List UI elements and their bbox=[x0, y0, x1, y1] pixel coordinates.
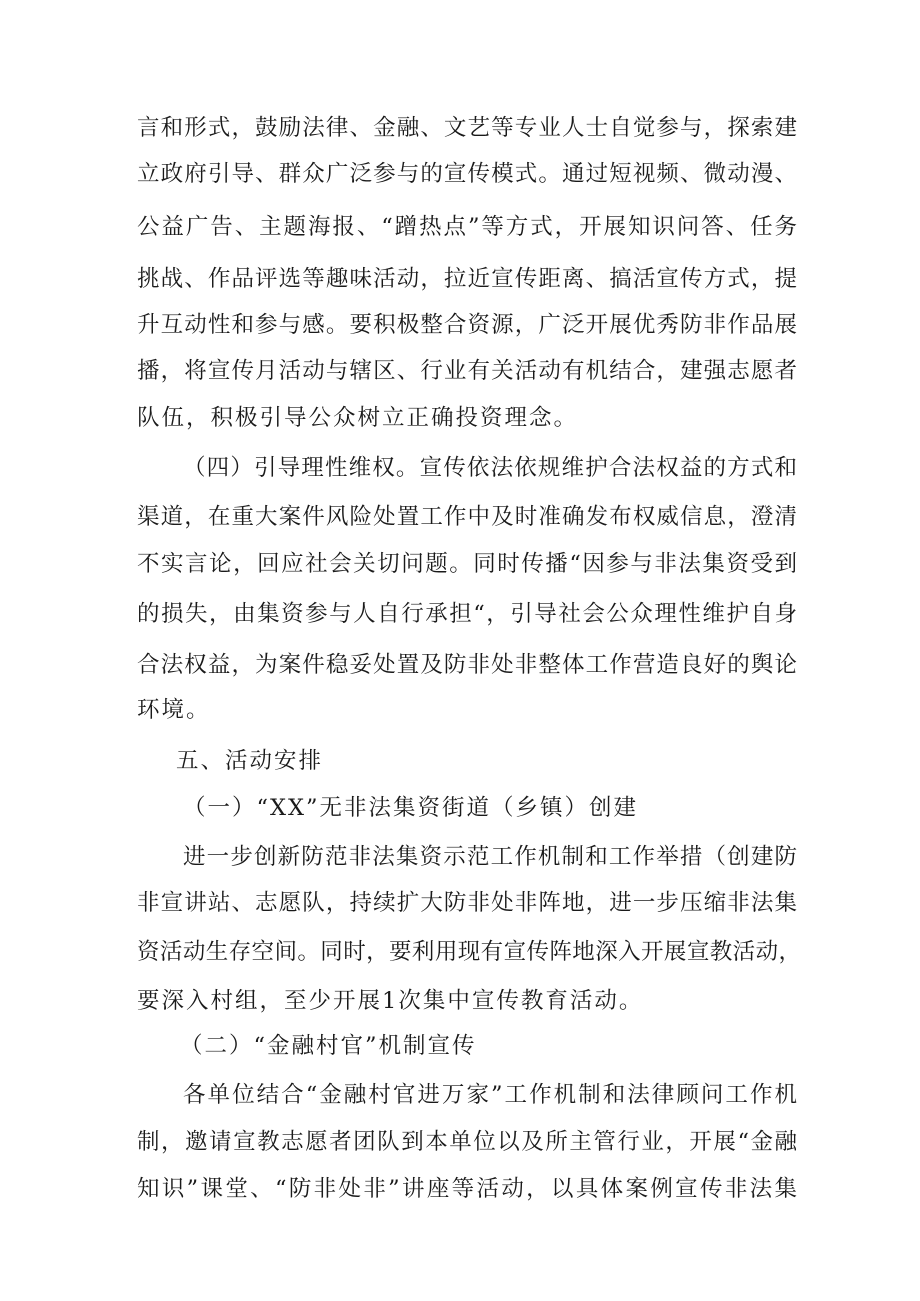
section-heading: 五、活动安排 bbox=[176, 748, 324, 774]
paragraph-2-line-4: 的损失，由集资参与人自行承担“，引导社会公众理性维护自身 bbox=[137, 601, 797, 627]
paragraph-1-line-5: 升互动性和参与感。要积极整合资源，广泛开展优秀防非作品展 bbox=[137, 312, 797, 338]
paragraph-1-line-2: 立政府引导、群众广泛参与的宣传模式。通过短视频、微动漫、 bbox=[137, 161, 797, 187]
paragraph-3-line-1: 进一步创新防范非法集资示范工作机制和工作举措（创建防 bbox=[183, 844, 797, 870]
paragraph-3-line-4: 要深入村组，至少开展1次集中宣传教育活动。 bbox=[137, 988, 644, 1014]
paragraph-1-line-6: 播，将宣传月活动与辖区、行业有关活动有机结合，建强志愿者 bbox=[137, 358, 797, 384]
paragraph-1-line-1: 言和形式，鼓励法律、金融、文艺等专业人士自觉参与，探索建 bbox=[137, 115, 797, 141]
paragraph-4-line-1: 各单位结合“金融村官进万家”工作机制和法律顾问工作机 bbox=[183, 1082, 797, 1108]
subheading-2: （二）“金融村官”机制宣传 bbox=[180, 1033, 477, 1059]
paragraph-3-line-2: 非宣讲站、志愿队，持续扩大防非处非阵地，进一步压缩非法集 bbox=[137, 890, 797, 916]
paragraph-4-line-3: 知识”课堂、“防非处非”讲座等活动，以具体案例宣传非法集 bbox=[137, 1176, 797, 1202]
paragraph-1-line-3: 公益广告、主题海报、“蹭热点”等方式，开展知识问答、任务 bbox=[137, 214, 797, 240]
subheading-1: （一）“XX”无非法集资街道（乡镇）创建 bbox=[183, 795, 639, 821]
paragraph-3-line-3: 资活动生存空间。同时，要利用现有宣传阵地深入开展宣教活动， bbox=[137, 939, 801, 965]
paragraph-4-line-2: 制，邀请宣教志愿者团队到本单位以及所主管行业，开展“金融 bbox=[137, 1129, 797, 1155]
paragraph-2-line-5: 合法权益，为案件稳妥处置及防非处非整体工作营造良好的舆论 bbox=[137, 652, 797, 678]
paragraph-1-line-7: 队伍，积极引导公众树立正确投资理念。 bbox=[137, 405, 579, 431]
paragraph-2-line-1: （四）引导理性维权。宣传依法依规维护合法权益的方式和 bbox=[183, 455, 797, 481]
paragraph-2-line-6: 环境。 bbox=[137, 697, 211, 723]
paragraph-2-line-2: 渠道，在重大案件风险处置工作中及时准确发布权威信息，澄清 bbox=[137, 504, 797, 530]
paragraph-2-line-3: 不实言论，回应社会关切问题。同时传播“因参与非法集资受到 bbox=[137, 551, 797, 577]
paragraph-1-line-4: 挑战、作品评选等趣味活动，拉近宣传距离、搞活宣传方式，提 bbox=[137, 266, 797, 292]
